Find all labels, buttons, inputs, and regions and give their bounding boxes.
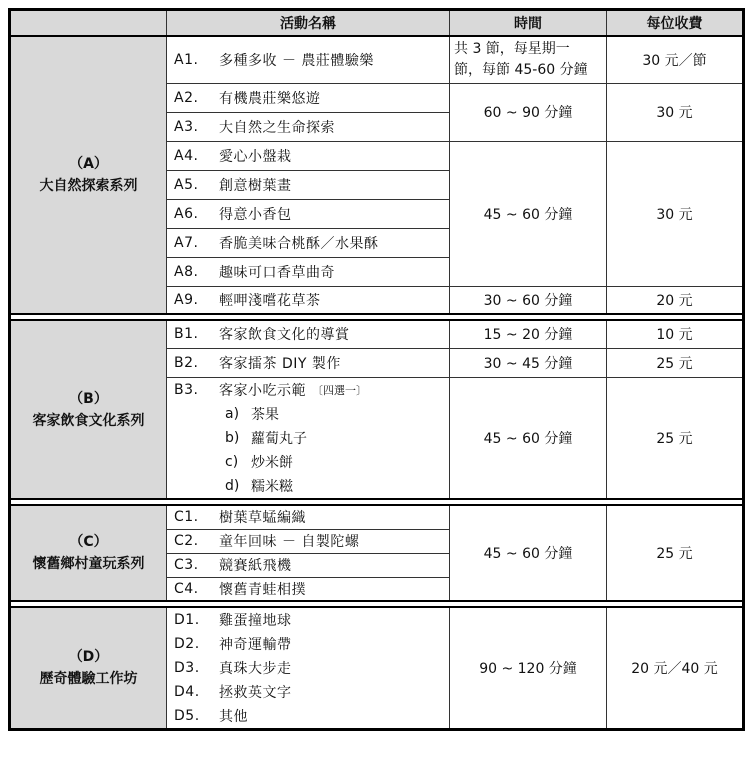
activity-code: B3. [174,381,199,398]
sub-option [167,426,449,450]
activity-fee-table-wrapper [8,8,742,731]
activity-name: 多種多收 － 農莊體驗樂 [219,52,374,69]
fee-b1: 10 元 [607,320,744,348]
activity-b2 [167,348,450,377]
activity-name: 創意樹葉畫 [219,177,292,194]
activity-code: A5. [174,176,199,193]
sub-option-label: d) [225,477,240,494]
activity-a5 [167,170,450,199]
fee-d1-d5: 20 元／40 元 [607,607,744,730]
time-b2: 30 ~ 45 分鐘 [450,348,607,377]
sub-option [167,474,449,498]
header-activity: 活動名稱 [167,10,450,37]
sub-option-name: 炒米餅 [251,454,293,471]
activity-name: 神奇運輸帶 [219,637,292,653]
activity-fee-table [8,8,745,731]
activity-name: 懷舊青蛙相撲 [219,581,306,598]
table-header-row [10,10,744,37]
time-d1-d5: 90 ~ 120 分鐘 [450,607,607,730]
activity-code: B2. [174,354,199,371]
activity-name: 其他 [219,709,248,725]
series-c-label: （C） [69,534,108,550]
sub-option-name: 糯米糍 [251,478,293,495]
activity-code: A3. [174,118,199,135]
fee-c1-c4: 25 元 [607,505,744,601]
fee-a9: 20 元 [607,286,744,314]
activity-a4 [167,141,450,170]
series-c-name: 懷舊鄉村童玩系列 [32,556,145,572]
sub-option-name: 茶果 [251,406,279,423]
header-time: 時間 [450,10,607,37]
activity-code: A8. [174,263,199,280]
time-line: 共 3 節，每星期一 [454,40,570,57]
time-a4-a8: 45 ~ 60 分鐘 [450,141,607,286]
activity-name: 真珠大步走 [219,661,292,677]
activity-a2 [167,83,450,112]
activity-code: D5. [174,708,200,724]
activity-d-list [167,607,450,730]
activity-c1 [167,505,450,529]
header-blank [10,10,167,37]
time-b3: 45 ~ 60 分鐘 [450,377,607,499]
activity-name: 趣味可口香草曲奇 [219,264,335,281]
activity-a6 [167,199,450,228]
activity-code: C2. [174,533,199,549]
table-row [10,607,744,730]
series-a-cell [10,36,167,314]
sub-option-label: b) [225,429,240,446]
table-row [10,36,744,83]
activity-code: D2. [174,636,200,652]
series-a-label: （A） [69,156,108,172]
activity-a3 [167,112,450,141]
series-b-name: 客家飲食文化系列 [32,412,145,429]
activity-name: 拯救英文字 [219,685,292,701]
fee-a2-a3: 30 元 [607,83,744,141]
activity-a7 [167,228,450,257]
sub-option-name: 蘿蔔丸子 [251,430,307,447]
activity-code: C4. [174,580,199,597]
series-b-cell [10,320,167,499]
activity-c4 [167,577,450,601]
activity-b1 [167,320,450,348]
fee-a4-a8: 30 元 [607,141,744,286]
fee-a1: 30 元／節 [607,36,744,83]
activity-a9 [167,286,450,314]
series-a-name: 大自然探索系列 [39,178,138,194]
fee-b2: 25 元 [607,348,744,377]
sub-option [167,402,449,426]
activity-name: 雞蛋撞地球 [219,613,292,629]
activity-name: 愛心小盤栽 [219,148,292,165]
activity-a1 [167,36,450,83]
sub-option-label: a) [225,405,240,422]
time-c1-c4: 45 ~ 60 分鐘 [450,505,607,601]
activity-name: 得意小香包 [219,206,292,223]
time-a9: 30 ~ 60 分鐘 [450,286,607,314]
activity-name: 有機農莊樂悠遊 [219,90,321,107]
activity-code: A1. [174,51,199,68]
activity-c2 [167,529,450,553]
time-b1: 15 ~ 20 分鐘 [450,320,607,348]
activity-code: D4. [174,684,200,700]
header-fee: 每位收費 [607,10,744,37]
activity-name: 客家小吃示範 [219,382,306,399]
activity-code: D3. [174,660,200,676]
activity-code: D1. [174,612,200,628]
activity-code: A2. [174,89,199,106]
activity-name: 樹葉草蜢編織 [219,510,306,527]
sub-option-label: c) [225,453,239,470]
activity-a8 [167,257,450,286]
table-row [10,505,744,529]
activity-code: A7. [174,234,199,251]
table-row [10,320,744,348]
activity-code: A6. [174,205,199,222]
sub-option [167,450,449,474]
activity-name: 香脆美味合桃酥／水果酥 [219,235,379,252]
time-a2-a3: 60 ~ 90 分鐘 [450,83,607,141]
activity-b3 [167,377,450,499]
series-b-label: （B） [69,390,108,407]
series-c-cell [10,505,167,601]
activity-code: C1. [174,509,199,526]
activity-name: 客家擂茶 DIY 製作 [219,355,341,372]
activity-name: 競賽紙飛機 [219,558,292,574]
activity-code: B1. [174,326,199,343]
series-d-cell [10,607,167,730]
activity-name: 童年回味 － 自製陀螺 [219,534,360,550]
fee-b3: 25 元 [607,377,744,499]
time-line: 節，每節 45-60 分鐘 [454,61,588,78]
activity-name: 輕呷淺嚐花草茶 [219,292,321,309]
activity-name: 大自然之生命探索 [219,119,335,136]
activity-code: A9. [174,291,199,308]
activity-note: 〔四選一〕 [312,383,367,397]
series-d-name: 歷奇體驗工作坊 [39,671,138,687]
time-a1 [450,36,607,83]
series-d-label: （D） [68,649,109,665]
activity-code: A4. [174,147,199,164]
activity-name: 客家飲食文化的導賞 [219,327,350,344]
activity-c3 [167,553,450,577]
activity-code: C3. [174,557,199,573]
